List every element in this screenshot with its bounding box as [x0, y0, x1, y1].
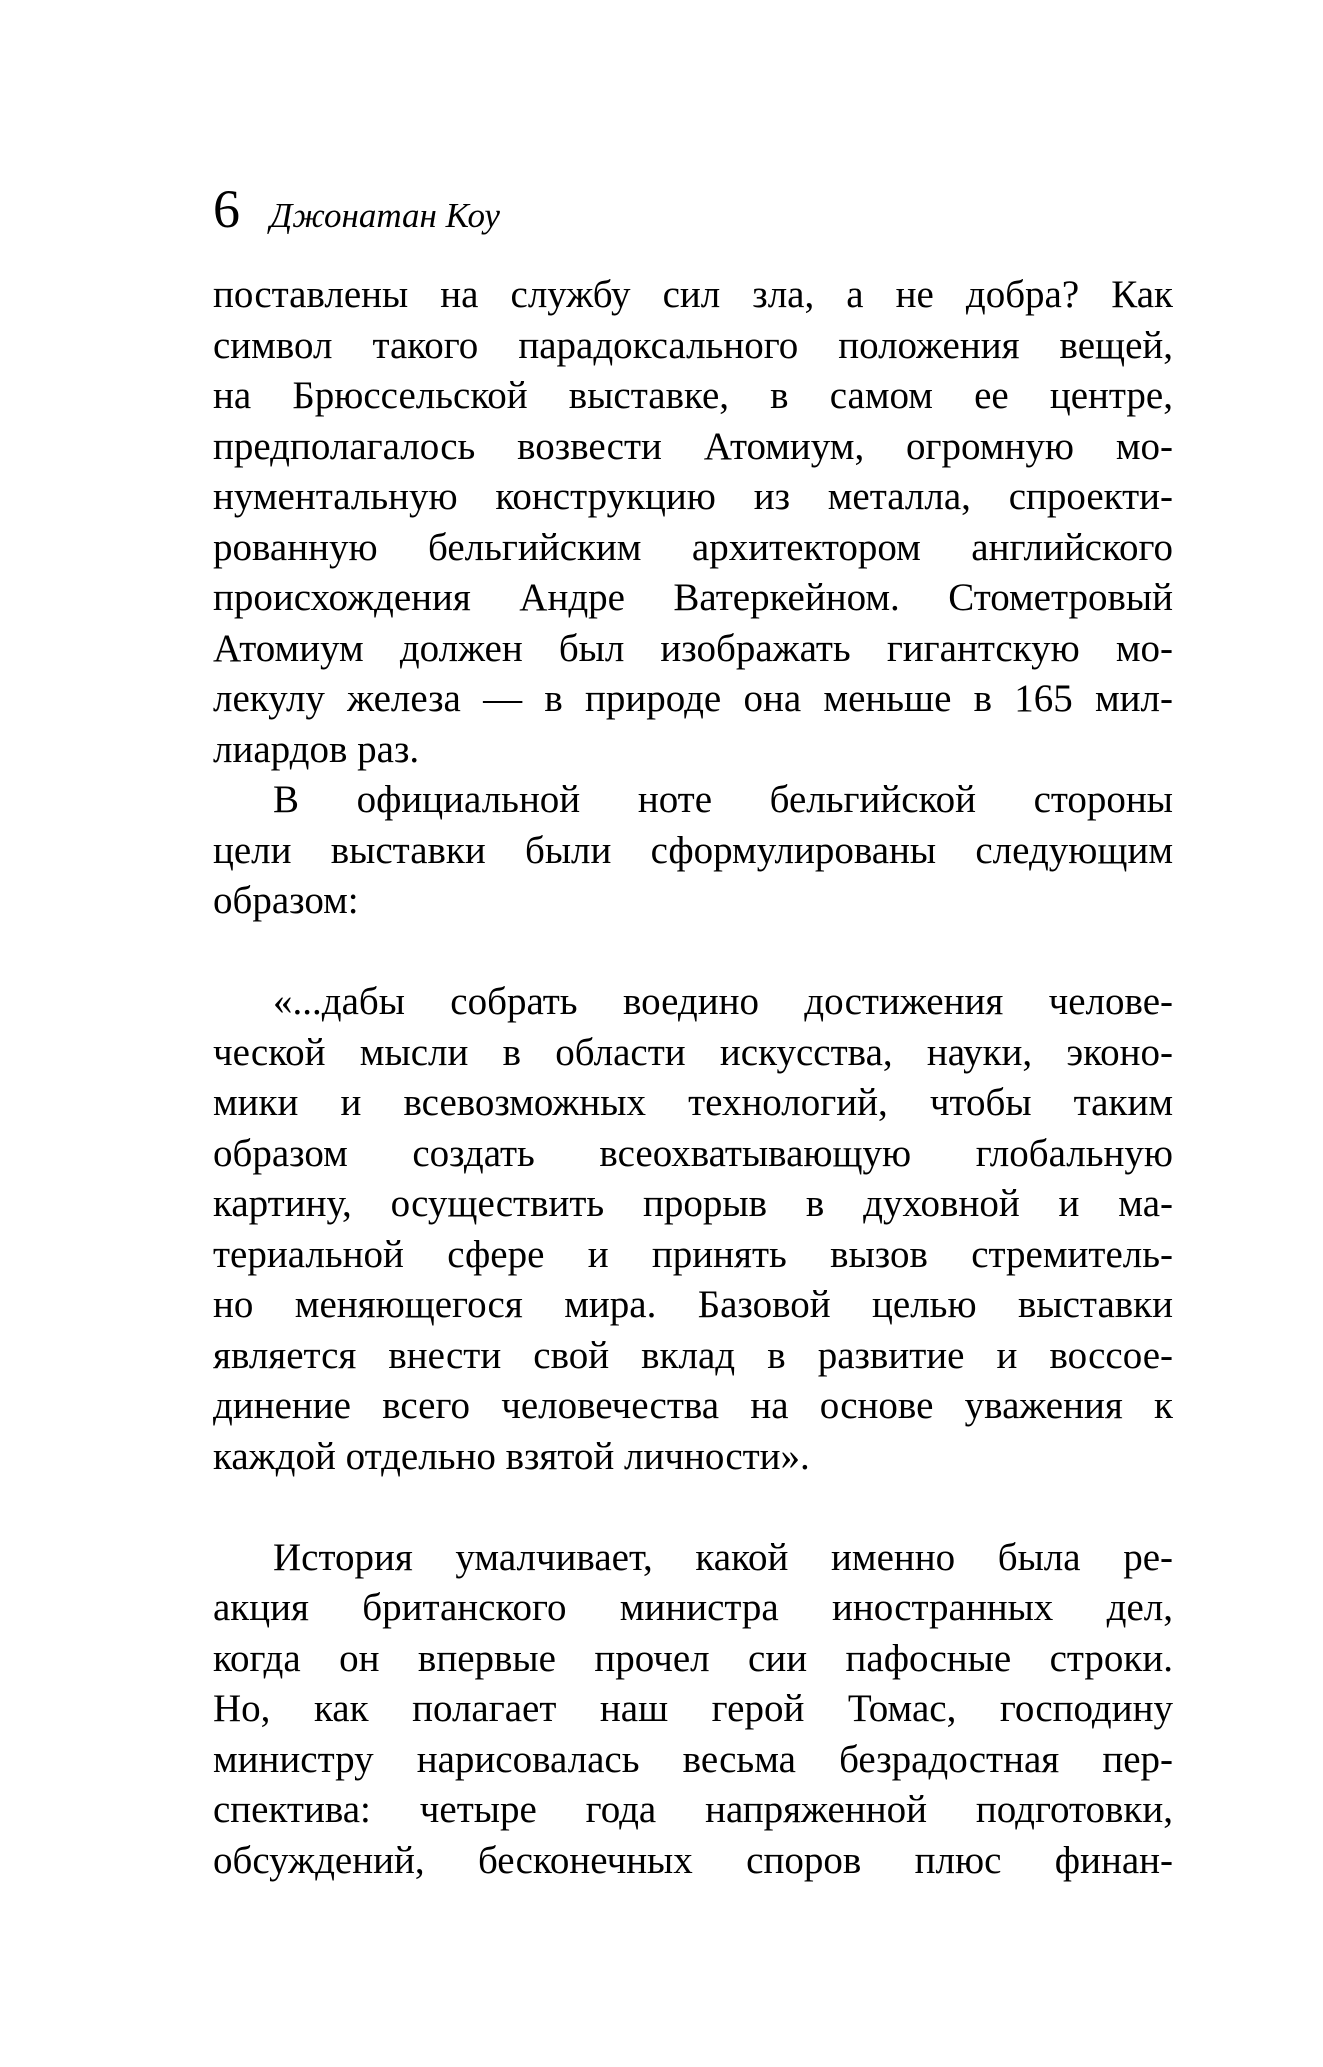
text-line: поставлены на службу сил зла, а не добра? Как — [213, 273, 1173, 316]
text-line: на Брюссельской выставке, в самом ее центре, — [213, 374, 1173, 417]
paragraph-3 — [213, 1533, 1173, 1887]
text-line: обсуждений, бесконечных споров плюс финан- — [213, 1838, 1173, 1882]
blank-line — [213, 927, 1173, 978]
text-line: лиардов раз. — [213, 727, 420, 771]
text-line: История умалчивает, какой именно была ре- — [273, 1535, 1173, 1579]
running-title: Джонатан Коу — [270, 196, 500, 235]
text-line: мики и всевозможных технологий, чтобы таким — [213, 1081, 1173, 1124]
text-line: «...дабы собрать воедино достижения челове- — [273, 980, 1173, 1023]
text-line: происхождения Андре Ватеркейном. Стометровый — [213, 576, 1173, 619]
text-line: образом: — [213, 879, 359, 922]
paragraph-1 — [213, 270, 1173, 775]
text-line: ческой мысли в области искусства, науки, эконо- — [213, 1030, 1173, 1074]
text-line: когда он впервые прочел сии пафосные строки. — [213, 1636, 1173, 1680]
text-line: символ такого парадоксального положения вещей, — [213, 323, 1173, 367]
text-line: лекулу железа — в природе она меньше в 165 мил- — [213, 677, 1173, 720]
paragraph-2 — [213, 775, 1173, 927]
text-line: но меняющегося мира. Базовой целью выставки — [213, 1283, 1173, 1326]
text-line: нументальную конструкцию из металла, спроекти- — [213, 475, 1173, 518]
text-line: картину, осуществить прорыв в духовной и ма- — [213, 1182, 1173, 1225]
text-line: министру нарисовалась весьма безрадостная пер- — [213, 1737, 1173, 1781]
text-line: динение всего человечества на основе уважения к — [213, 1384, 1173, 1427]
text-line: рованную бельгийским архитектором английского — [213, 525, 1173, 569]
body-text — [213, 270, 1173, 1886]
text-line: В официальной ноте бельгийской стороны — [273, 778, 1173, 821]
text-line: является внести свой вклад в развитие и воссое- — [213, 1333, 1173, 1377]
text-line: образом создать всеохватывающую глобальную — [213, 1131, 1173, 1175]
running-head — [213, 179, 500, 242]
blank-line — [213, 1482, 1173, 1533]
text-line: Но, как полагает наш герой Томас, господину — [213, 1687, 1173, 1730]
quotation — [213, 977, 1173, 1482]
text-line: териальной сфере и принять вызов стремитель- — [213, 1232, 1173, 1276]
text-line: каждой отдельно взятой личности». — [213, 1434, 810, 1478]
text-line: предполагалось возвести Атомиум, огромную мо- — [213, 424, 1173, 468]
page-number: 6 — [213, 179, 240, 239]
text-line: спектива: четыре года напряженной подготовки, — [213, 1788, 1173, 1831]
text-line: Атомиум должен был изображать гигантскую мо- — [213, 626, 1173, 670]
text-line: цели выставки были сформулированы следующим — [213, 828, 1173, 872]
text-line: акция британского министра иностранных дел, — [213, 1586, 1173, 1629]
